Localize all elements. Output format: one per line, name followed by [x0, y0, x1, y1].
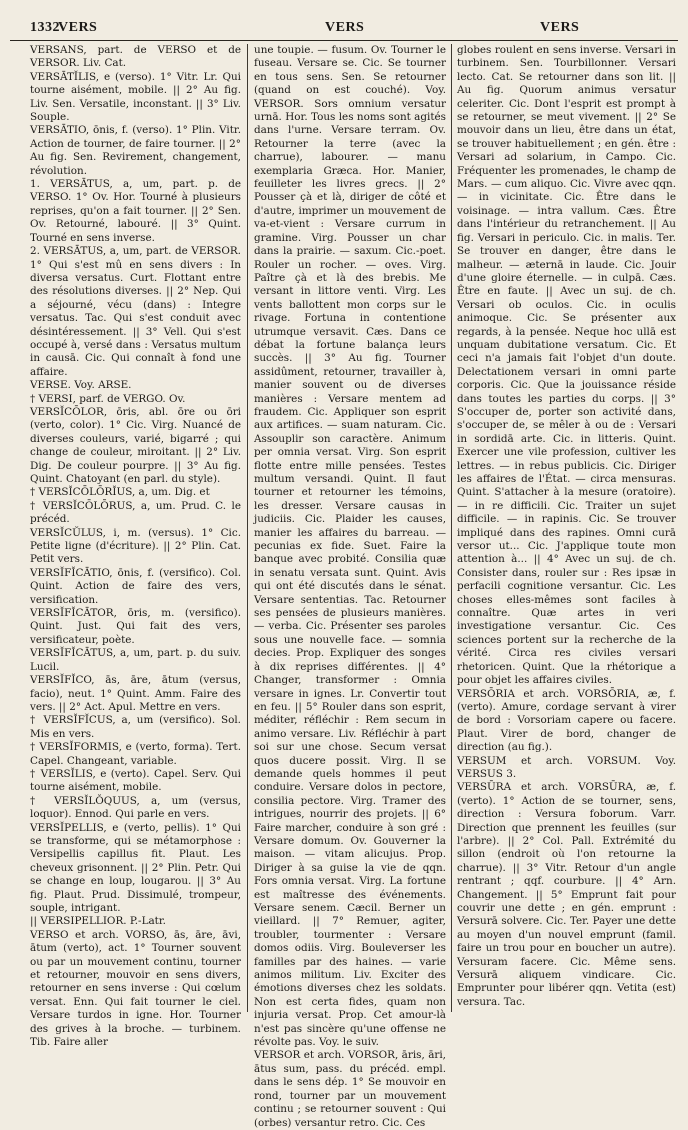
page-number: 1332 — [30, 20, 60, 35]
dictionary-entry: VERSŪRA et arch. VORSŪRA, æ, f. (verto). 1° Action de se tourner, sens, direction : Versura foborum. Varr. Direction que prennent les feuilles (sur l'arbre). || 2° Col. Pall. Extrémité du sillon (endroit où l'on retourne la charrue). || 3° Vitr. Retour d'un angle rentrant ; qqf. courbure. || 4° Arn. Changement. || 5° Emprunt fait pour couvrir une dette ; en gén. emprunt : Versurā solvere. Cic. Ter. Payer une dette au moyen d'un nouvel emprunt (famil. faire un trou pour en boucher un autre). Versuram facere. Cic. Même sens. Versurā aliquem vindicare. Cic. Emprunter pour libérer qqn. Vetita (est) versura. Tac. — [457, 781, 676, 1008]
dictionary-entry: VERSĬFĬCO, ās, āre, ātum (versus, facio), neut. 1° Quint. Amm. Faire des vers. || 2° Act. Apul. Mettre en vers. — [30, 674, 241, 713]
dictionary-entry: VERSOR et arch. VORSOR, āris, āri, ātus sum, pass. du précéd. empl. dans le sens dép. 1° Se mouvoir en rond, tourner par un mouvement continu ; se retourner souvent : Qui (orbes) versantur retro. Cic. Ces — [254, 1049, 446, 1129]
dictionary-entry: VERSO et arch. VORSO, ās, āre, āvi, ātum (verto), act. 1° Tourner souvent ou par un mouvement continu, tourner et retourner, mouvoir en sens divers, retourner en sens inverse : Qui cœlum versat. Enn. Qui fait tourner le ciel. Versare turdos in igne. Hor. Tourner des grives à la broche. — turbinem. Tib. Faire aller — [30, 928, 241, 1049]
dictionary-entry: VERSĀTIO, ōnis, f. (verso). 1° Plin. Vitr. Action de tourner, de faire tourner. || 2° Au fig. Sen. Revirement, changement, révolution. — [30, 124, 241, 177]
dictionary-entry: VERSĬPELLIS, e (verto, pellis). 1° Qui se transforme, qui se métamorphose : Versipellis capillus fit. Plaut. Les cheveux grisonnent. || 2° Plin. Petr. Qui se change en loup, lougarou. || 3° Au fig. Plaut. Prud. Dissimulé, trompeur, souple, intrigant. — [30, 821, 241, 914]
running-head-left: VERS — [58, 20, 98, 35]
dictionary-entry: une toupie. — fusum. Ov. Tourner le fuseau. Versare se. Cic. Se tourner en tous sens. Sen. Se retourner (quand on est couché). Voy. VERSOR. Sors omnium versatur urnā. Hor. Tous les noms sont agités dans l'urne. Versare terram. Ov. Retourner la terre (avec la charrue), labourer. — manu exemplaria Græca. Hor. Manier, feuilleter les livres grecs. || 2° Pousser çà et là, diriger de côté et d'autre, imprimer un mouvement de va-et-vient : Versare currum in gramine. Virg. Pousser un char dans la prairie. — saxum. Cic.-poet. Rouler un rocher. — oves. Virg. Paître çà et là des brebis. Me versant in littore venti. Virg. Les vents ballottent mon corps sur le rivage. Fortuna in contentione utrumque versavit. Cæs. Dans ce débat la fortune balança leurs succès. || 3° Au fig. Tourner assidûment, retourner, travailler à, manier souvent ou de diverses manières : Versare mentem ad fraudem. Cic. Appliquer son esprit aux artifices. — suam naturam. Cic. Assouplir son caractère. Animum per omnia versat. Virg. Son esprit flotte entre mille pensées. Testes multum versandi. Quint. Il faut tourner et retourner les témoins, les dresser. Versare causas in judiciis. Cic. Plaider les causes, manier les affaires du barreau. — pecunias ex fide. Suet. Faire la banque avec probité. Consilia quæ in senatu versata sunt. Quint. Avis qui ont été discutés dans le sénat. Versare sententias. Tac. Retourner ses pensées de plusieurs manières. — verba. Cic. Présenter ses paroles sous une nouvelle face. — somnia decies. Prop. Expliquer des songes à dix reprises différentes. || 4° Changer, transformer : Omnia versare in ignes. Lr. Convertir tout en feu. || 5° Rouler dans son esprit, méditer, réfléchir : Rem secum in animo versare. Liv. Réfléchir à part soi sur une chose. Secum versat quos ducere possit. Virg. Il se demande quels hommes il peut conduire. Versare dolos in pectore, consilia pectore. Virg. Tramer des intrigues, nourrir des projets. || 6° Faire marcher, conduire à son gré : Versare domum. Ov. Gouverner la maison. — vitam alicujus. Prop. Diriger à sa guise la vie de qqn. Fors omnia versat. Virg. La fortune est maîtresse des événements. Versare senem. Cæcil. Berner un vieillard. || 7° Remuer, agiter, troubler, tourmenter : Versare domos odiis. Virg. Bouleverser les familles par des haines. — varie animos militum. Liv. Exciter des émotions diverses chez les soldats. Non est certa fides, quam non injuria versat. Prop. Cet amour-là n'est pas sincère qu'une offense ne révolte pas. Voy. le suiv. — [254, 44, 446, 1049]
dictionary-entry: † VERSĬFĬCUS, a, um (versifico). Sol. Mis en vers. — [30, 714, 241, 740]
dictionary-entry: globes roulent en sens inverse. Versari in turbinem. Sen. Tourbillonner. Versari lecto. Cat. Se retourner dans son lit. || Au fig. Quorum animus versatur celeriter. Cic. Dont l'esprit est prompt à se retourner, se meut vivement. || 2° Se mouvoir dans un lieu, être dans un état, se trouver habituellement ; en gén. être : Versari ad solarium, in Campo. Cic. Fréquenter les promenades, le champ de Mars. — cum aliquo. Cic. Vivre avec qqn. — in vicinitate. Cic. Être dans le voisinage. — intra vallum. Cæs. Être dans l'intérieur du retranchement. || Au fig. Versari in periculo. Cic. in malis. Ter. Se trouver en danger, être dans le malheur. — æternā in laude. Cic. Jouir d'une gloire éternelle. — in culpā. Cæs. Être en faute. || Avec un suj. de ch. Versari ob oculos. Cic. in oculis animoque. Cic. Se présenter aux regards, à la pensée. Neque hoc ullā est unquam dubitatione versatum. Cic. Et ceci n'a jamais fait l'objet d'un doute. Delectationem versari in omni parte corporis. Cic. Que la jouissance réside dans toutes les parties du corps. || 3° S'occuper de, porter son activité dans, s'occuper de, se mêler à ou de : Versari in sordidā arte. Cic. in litteris. Quint. Exercer une vile profession, cultiver les lettres. — in rebus publicis. Cic. Diriger les affaires de l'État. — circa mensuras. Quint. S'attacher à la mesure (oratoire). — in re difficili. Cic. Traiter un sujet difficile. — in rapinis. Cic. Se trouver impliqué dans des rapines. Omni curā versor ut... Cic. J'applique toute mon attention à... || 4° Avec un suj. de ch. Consister dans, rouler sur : Res ipsæ in perfacili cognitione versantur. Cic. Les choses elles-mêmes sont faciles à connaître. Quæ artes in veri investigatione versantur. Cic. Ces sciences portent sur la recherche de la vérité. Circa res civiles versari rhetoricen. Quint. Que la rhétorique a pour objet les affaires civiles. — [457, 44, 676, 687]
header-rule — [10, 40, 678, 41]
dictionary-entry: † VERSĬCŌLŌRUS, a, um. Prud. C. le précéd. — [30, 499, 241, 526]
column-middle — [254, 44, 446, 1129]
running-head-center: VERS — [325, 20, 365, 35]
dictionary-entry: † VERSĬLŎQUUS, a, um (versus, loquor). Ennod. Qui parle en vers. — [30, 794, 241, 821]
column-right — [457, 44, 676, 1016]
column-divider — [247, 44, 248, 1012]
dictionary-entry: 1. VERSĀTUS, a, um, part. p. de VERSO. 1° Ov. Hor. Tourné à plusieurs reprises, qu'on a fait tourner. || 2° Sen. Ov. Retourné, labouré. || 3° Quint. Tourné en sens inverse. — [30, 178, 241, 244]
dictionary-entry: 2. VERSĀTUS, a, um, part. de VERSOR. 1° Qui s'est mû en sens divers : In diversa versatus. Curt. Flottant entre des résolutions diverses. || 2° Nep. Qui a séjourné, vécu (dans) : Integre versatus. Tac. Qui s'est conduit avec désintéressement. || 3° Vell. Qui s'est occupé à, versé dans : Versatus multum in causā. Cic. Qui connaît à fond une affaire. — [30, 245, 241, 378]
dictionary-entry: VERSŌRIA et arch. VORSŌRIA, æ, f. (verto). Amure, cordage servant à virer de bord : Vorsoriam capere ou facere. Plaut. Virer de bord, changer de direction (au fig.). — [457, 687, 676, 754]
dictionary-entry: † VERSĬCŌLŌRĬUS, a, um. Dig. et — [30, 486, 210, 499]
dictionary-entry: VERSANS, part. de VERSO et de VERSOR. Liv. Cat. — [30, 44, 241, 70]
running-head-right: VERS — [540, 20, 580, 35]
dictionary-entry: || VERSIPELLIOR. P.-Latr. — [30, 915, 166, 928]
dictionary-entry: VERSĬFĬCĀTIO, ōnis, f. (versifico). Col. Quint. Action de faire des vers, versification. — [30, 566, 241, 606]
dictionary-entry: † VERSĬLIS, e (verto). Capel. Serv. Qui tourne aisément, mobile. — [30, 767, 241, 794]
dictionary-entry: VERSĬCŌLOR, ōris, abl. ōre ou ōri (verto, color). 1° Cic. Virg. Nuancé de diverses couleurs, varié, bigarré ; qui change de couleur, miroitant. || 2° Liv. Dig. De couleur pourpre. || 3° Au fig. Quint. Chatoyant (en parl. du style). — [30, 405, 241, 485]
dictionary-entry: VERSĀTĬLIS, e (verso). 1° Vitr. Lr. Qui tourne aisément, mobile. || 2° Au fig. Liv. Sen. Versatile, inconstant. || 3° Liv. Souple. — [30, 70, 241, 124]
page-header — [0, 20, 688, 42]
dictionary-entry: VERSUM et arch. VORSUM. Voy. VERSUS 3. — [457, 754, 676, 780]
dictionary-entry: † VERSĬFORMIS, e (verto, forma). Tert. Capel. Changeant, variable. — [30, 741, 241, 767]
dictionary-entry: VERSĬFĬCĀTOR, ōris, m. (versifico). Quint. Just. Qui fait des vers, versificateur, poète. — [30, 607, 241, 646]
dictionary-entry: † VERSI, parf. de VERGO. Ov. — [30, 392, 186, 405]
dictionary-entry: VERSĬCŬLUS, i, m. (versus). 1° Cic. Petite ligne (d'écriture). || 2° Plin. Cat. Petit vers. — [30, 526, 241, 566]
column-divider — [451, 44, 452, 1012]
column-left — [30, 44, 241, 1049]
dictionary-entry: VERSĬFĬCĀTUS, a, um, part. p. du suiv. Lucil. — [30, 647, 241, 673]
dictionary-entry: VERSE. Voy. ARSE. — [30, 379, 132, 392]
